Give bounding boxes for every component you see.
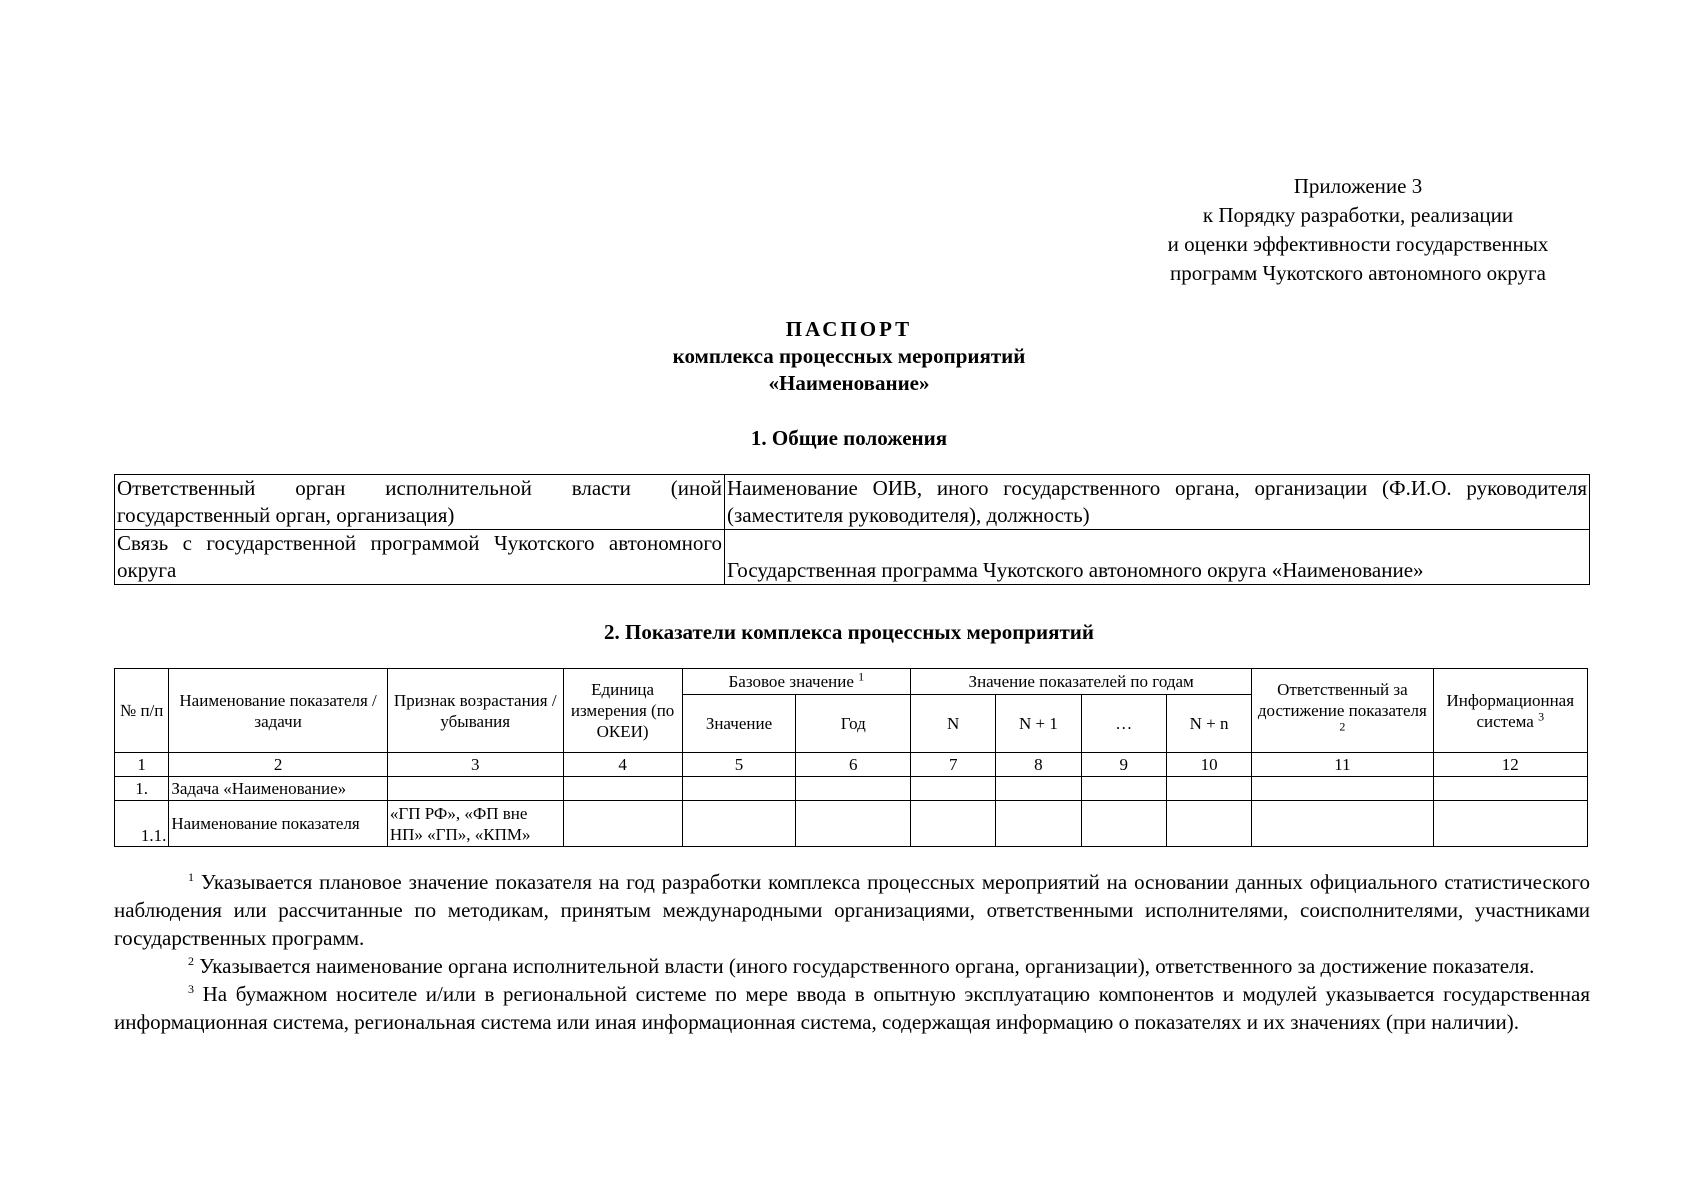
appendix-header bbox=[1128, 172, 1588, 288]
col-number: 9 bbox=[1081, 753, 1166, 777]
col-number: 8 bbox=[996, 753, 1081, 777]
row-value: Государственная программа Чукотского автономного округа «Наименование» bbox=[725, 530, 1590, 585]
row-value: Наименование ОИВ, иного государственного органа, организации (Ф.И.О. руководителя (заместителя руководителя), должность) bbox=[725, 475, 1590, 530]
header-value: Значение bbox=[682, 695, 796, 753]
footnote-mark: 2 bbox=[1339, 719, 1346, 734]
col-number: 5 bbox=[682, 753, 796, 777]
row-name: Наименование показателя bbox=[169, 801, 388, 847]
row-name: Задача «Наименование» bbox=[169, 777, 388, 801]
header-base bbox=[682, 669, 911, 695]
row-sign: «ГП РФ», «ФП вне НП» «ГП», «КПМ» bbox=[387, 801, 563, 847]
empty-cell bbox=[996, 801, 1081, 847]
footnote bbox=[114, 980, 1590, 1036]
empty-cell bbox=[911, 777, 996, 801]
empty-cell bbox=[1252, 777, 1433, 801]
document-title bbox=[0, 316, 1698, 397]
table-row bbox=[115, 475, 1590, 530]
empty-cell bbox=[911, 801, 996, 847]
footnote-mark: 1 bbox=[188, 870, 194, 884]
col-number: 1 bbox=[115, 753, 169, 777]
col-number: 2 bbox=[169, 753, 388, 777]
empty-cell bbox=[1081, 801, 1166, 847]
empty-cell bbox=[1166, 801, 1251, 847]
title-passport: ПАСПОРТ bbox=[785, 317, 913, 341]
col-number: 4 bbox=[563, 753, 682, 777]
col-number: 10 bbox=[1166, 753, 1251, 777]
row-num: 1.1. bbox=[115, 801, 169, 847]
empty-cell bbox=[796, 777, 911, 801]
header-year: Год bbox=[796, 695, 911, 753]
footnote-mark: 2 bbox=[188, 954, 194, 968]
header-unit: Единица измерения (по ОКЕИ) bbox=[563, 669, 682, 753]
footnote-mark: 3 bbox=[1538, 708, 1545, 723]
appendix-line: к Порядку разработки, реализации bbox=[1202, 203, 1514, 227]
column-number-row bbox=[115, 753, 1588, 777]
empty-cell bbox=[796, 801, 911, 847]
empty-cell bbox=[1433, 777, 1587, 801]
empty-cell bbox=[1166, 777, 1251, 801]
header-responsible bbox=[1252, 669, 1433, 753]
empty-cell bbox=[996, 777, 1081, 801]
col-number: 12 bbox=[1433, 753, 1587, 777]
empty-cell bbox=[387, 777, 563, 801]
title-name: «Наименование» bbox=[768, 371, 930, 395]
header-name: Наименование показателя / задачи bbox=[169, 669, 388, 753]
footnote bbox=[114, 952, 1590, 980]
footnote-mark: 1 bbox=[858, 669, 865, 684]
footnote-mark: 3 bbox=[188, 982, 194, 996]
indicators-table bbox=[114, 668, 1588, 847]
row-label: Ответственный орган исполнительной власти (иной государственный орган, организация) bbox=[115, 475, 725, 530]
col-number: 3 bbox=[387, 753, 563, 777]
header-num: № п/п bbox=[115, 669, 169, 753]
empty-cell bbox=[1252, 801, 1433, 847]
header-nn: N + n bbox=[1166, 695, 1251, 753]
footnotes bbox=[114, 868, 1590, 1036]
footnote-text: На бумажном носителе и/или в региональной системе по мере ввода в опытную эксплуатацию компонентов и модулей указывается государственная информационная система, региональная система или иная информационная система, содержащая информацию о показателях и их значениях (при наличии). bbox=[114, 982, 1590, 1034]
appendix-line: и оценки эффективности государственных bbox=[1167, 232, 1549, 256]
header-base-text: Базовое значение bbox=[728, 672, 854, 691]
header-info-text: Информационная система bbox=[1446, 690, 1575, 731]
table-row bbox=[115, 777, 1588, 801]
row-num: 1. bbox=[115, 777, 169, 801]
col-number: 6 bbox=[796, 753, 911, 777]
table-row bbox=[115, 801, 1588, 847]
header-years: Значение показателей по годам bbox=[911, 669, 1252, 695]
row-label: Связь с государственной программой Чукотского автономного округа bbox=[115, 530, 725, 585]
header-n1: N + 1 bbox=[996, 695, 1081, 753]
footnote bbox=[114, 868, 1590, 952]
empty-cell bbox=[563, 777, 682, 801]
general-provisions-table bbox=[114, 474, 1590, 585]
empty-cell bbox=[682, 777, 796, 801]
empty-cell bbox=[563, 801, 682, 847]
header-row bbox=[115, 669, 1588, 695]
col-number: 11 bbox=[1252, 753, 1433, 777]
title-subtitle: комплекса процессных мероприятий bbox=[672, 344, 1026, 368]
header-sign: Признак возрастания / убывания bbox=[387, 669, 563, 753]
appendix-line: программ Чукотского автономного округа bbox=[1170, 261, 1546, 285]
footnote-text: Указывается наименование органа исполнительной власти (иного государственного органа, организации), ответственного за достижение показателя. bbox=[199, 954, 1535, 978]
header-info-system bbox=[1433, 669, 1587, 753]
empty-cell bbox=[682, 801, 796, 847]
header-dots: … bbox=[1081, 695, 1166, 753]
empty-cell bbox=[1433, 801, 1587, 847]
empty-cell bbox=[1081, 777, 1166, 801]
header-n: N bbox=[911, 695, 996, 753]
section-1-title: 1. Общие положения bbox=[750, 426, 948, 450]
table-row bbox=[115, 530, 1590, 585]
col-number: 7 bbox=[911, 753, 996, 777]
section-2-title: 2. Показатели комплекса процессных мероприятий bbox=[603, 620, 1094, 644]
header-responsible-text: Ответственный за достижение показателя bbox=[1257, 680, 1427, 720]
footnote-text: Указывается плановое значение показателя на год разработки комплекса процессных мероприятий на основании данных официального статистического наблюдения или рассчитанные по методикам, принятым международными организациями, ответственными исполнителями, соисполнителями, участниками государственных программ. bbox=[114, 870, 1591, 950]
appendix-line: Приложение 3 bbox=[1293, 174, 1423, 198]
